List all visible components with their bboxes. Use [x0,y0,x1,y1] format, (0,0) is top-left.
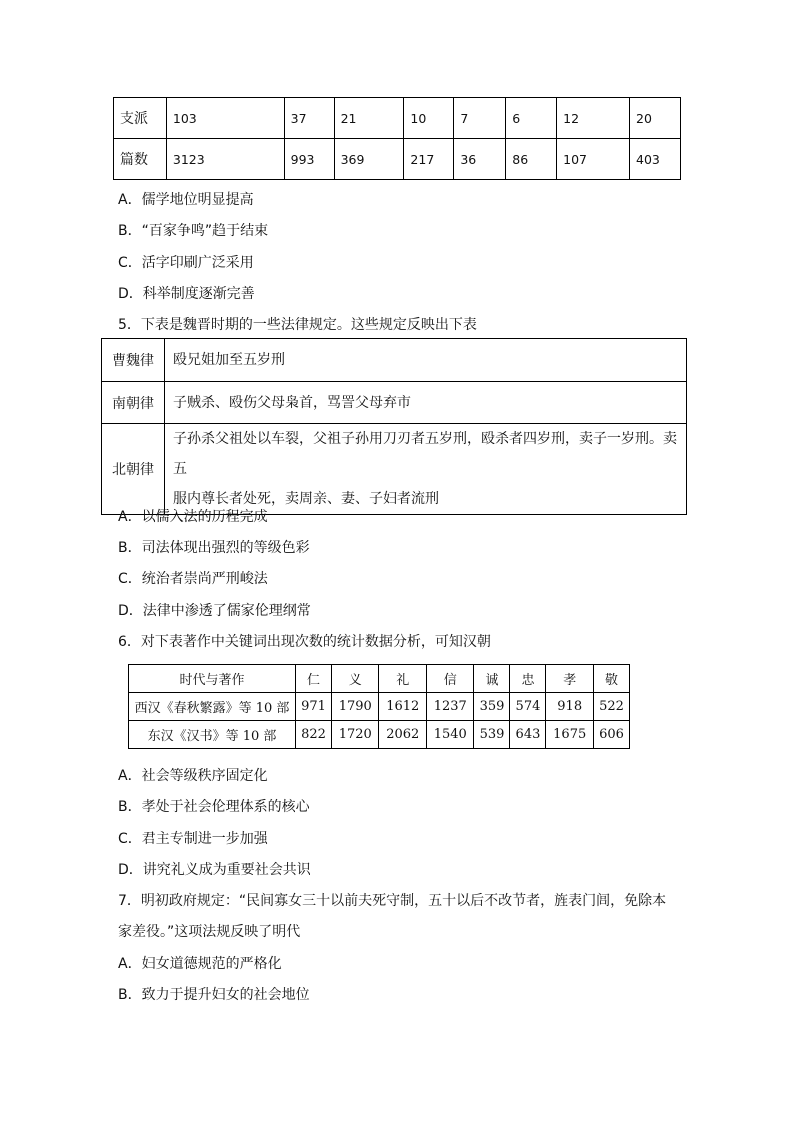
q4-option-d: D．科举制度逐渐完善 [118,286,255,302]
table-cell: 606 [593,721,629,749]
law-name: 曹魏律 [102,339,165,382]
column-header: 忠 [510,665,546,693]
table-cell: 107 [557,139,630,180]
table-cell: 12 [557,98,630,139]
table-cell: 36 [454,139,506,180]
table-cell: 37 [284,98,334,139]
q4-option-a: A．儒学地位明显提高 [118,192,254,208]
q6-option-a: A．社会等级秩序固定化 [118,768,268,784]
table-cell: 822 [296,721,332,749]
column-header: 信 [426,665,474,693]
table-cell: 1790 [331,693,379,721]
table-cell: 3123 [166,139,284,180]
law-content: 殴兄姐加至五岁刑 [165,339,687,382]
table-row [102,339,687,382]
q5-option-c: C．统治者崇尚严刑峻法 [118,571,268,587]
q5-option-d: D．法律中渗透了儒家伦理纲常 [118,603,311,619]
q6-option-d: D．讲究礼义成为重要社会共识 [118,862,311,878]
law-name: 南朝律 [102,382,165,424]
table-cell: 86 [506,139,557,180]
table-cell: 1720 [331,721,379,749]
table-cell: 21 [334,98,404,139]
q4-option-c: C．活字印刷广泛采用 [118,255,254,271]
q7-option-b: B．致力于提升妇女的社会地位 [118,987,310,1003]
law-content: 子贼杀、殴伤父母枭首，骂詈父母弃市 [165,382,687,424]
table-cell: 1540 [426,721,474,749]
table-cell: 643 [510,721,546,749]
table-cell: 574 [510,693,546,721]
table-cell: 东汉《汉书》等 10 部 [129,721,296,749]
q5-option-b: B．司法体现出强烈的等级色彩 [118,540,310,556]
column-header: 敬 [593,665,629,693]
table-cell: 359 [474,693,510,721]
table-cell: 6 [506,98,557,139]
column-header: 礼 [379,665,427,693]
table-cell: 篇数 [114,139,167,180]
column-header: 时代与著作 [129,665,296,693]
q7-stem-line: 7．明初政府规定：“民间寡女三十以前夫死守制，五十以后不改节者，旌表门闾，免除本 [118,893,667,909]
column-header: 仁 [296,665,332,693]
table-cell: 993 [284,139,334,180]
sect-count-table [113,97,681,180]
table-header-row [129,665,630,693]
table-cell: 1237 [426,693,474,721]
law-content [165,424,687,515]
table-row [129,721,630,749]
table-cell: 1675 [546,721,594,749]
table-row [114,98,681,139]
table-cell: 7 [454,98,506,139]
table-cell: 539 [474,721,510,749]
table-cell: 403 [630,139,681,180]
q6-option-b: B．孝处于社会伦理体系的核心 [118,799,310,815]
law-name: 北朝律 [102,424,165,515]
table-cell: 10 [404,98,454,139]
keyword-count-table [128,664,630,749]
table-cell: 522 [593,693,629,721]
table-cell: 支派 [114,98,167,139]
table-cell: 369 [334,139,404,180]
q4-option-b: B．“百家争鸣”趋于结束 [118,223,269,239]
table-cell: 2062 [379,721,427,749]
law-content-line: 服内尊长者处死，卖周亲、妻、子妇者流刑 [173,491,439,507]
q5-option-a: A．以儒入法的历程完成 [118,509,268,525]
q7-option-a: A．妇女道德规范的严格化 [118,956,282,972]
table-row [129,693,630,721]
column-header: 孝 [546,665,594,693]
law-table [101,338,687,515]
q7-stem-line: 家差役。”这项法规反映了明代 [118,924,301,940]
table-cell: 西汉《春秋繁露》等 10 部 [129,693,296,721]
column-header: 诚 [474,665,510,693]
table-cell: 971 [296,693,332,721]
column-header: 义 [331,665,379,693]
table-row [102,424,687,515]
table-cell: 1612 [379,693,427,721]
table-row [102,382,687,424]
q6-option-c: C．君主专制进一步加强 [118,831,268,847]
q6-stem: 6．对下表著作中关键词出现次数的统计数据分析，可知汉朝 [118,634,491,650]
table-cell: 103 [166,98,284,139]
law-content-line: 子孙杀父祖处以车裂，父祖子孙用刀刃者五岁刑，殴杀者四岁刑，卖子一岁刑。卖五 [173,431,677,477]
table-cell: 217 [404,139,454,180]
table-cell: 20 [630,98,681,139]
table-cell: 918 [546,693,594,721]
q5-stem: 5．下表是魏晋时期的一些法律规定。这些规定反映出下表 [118,317,477,333]
table-row [114,139,681,180]
